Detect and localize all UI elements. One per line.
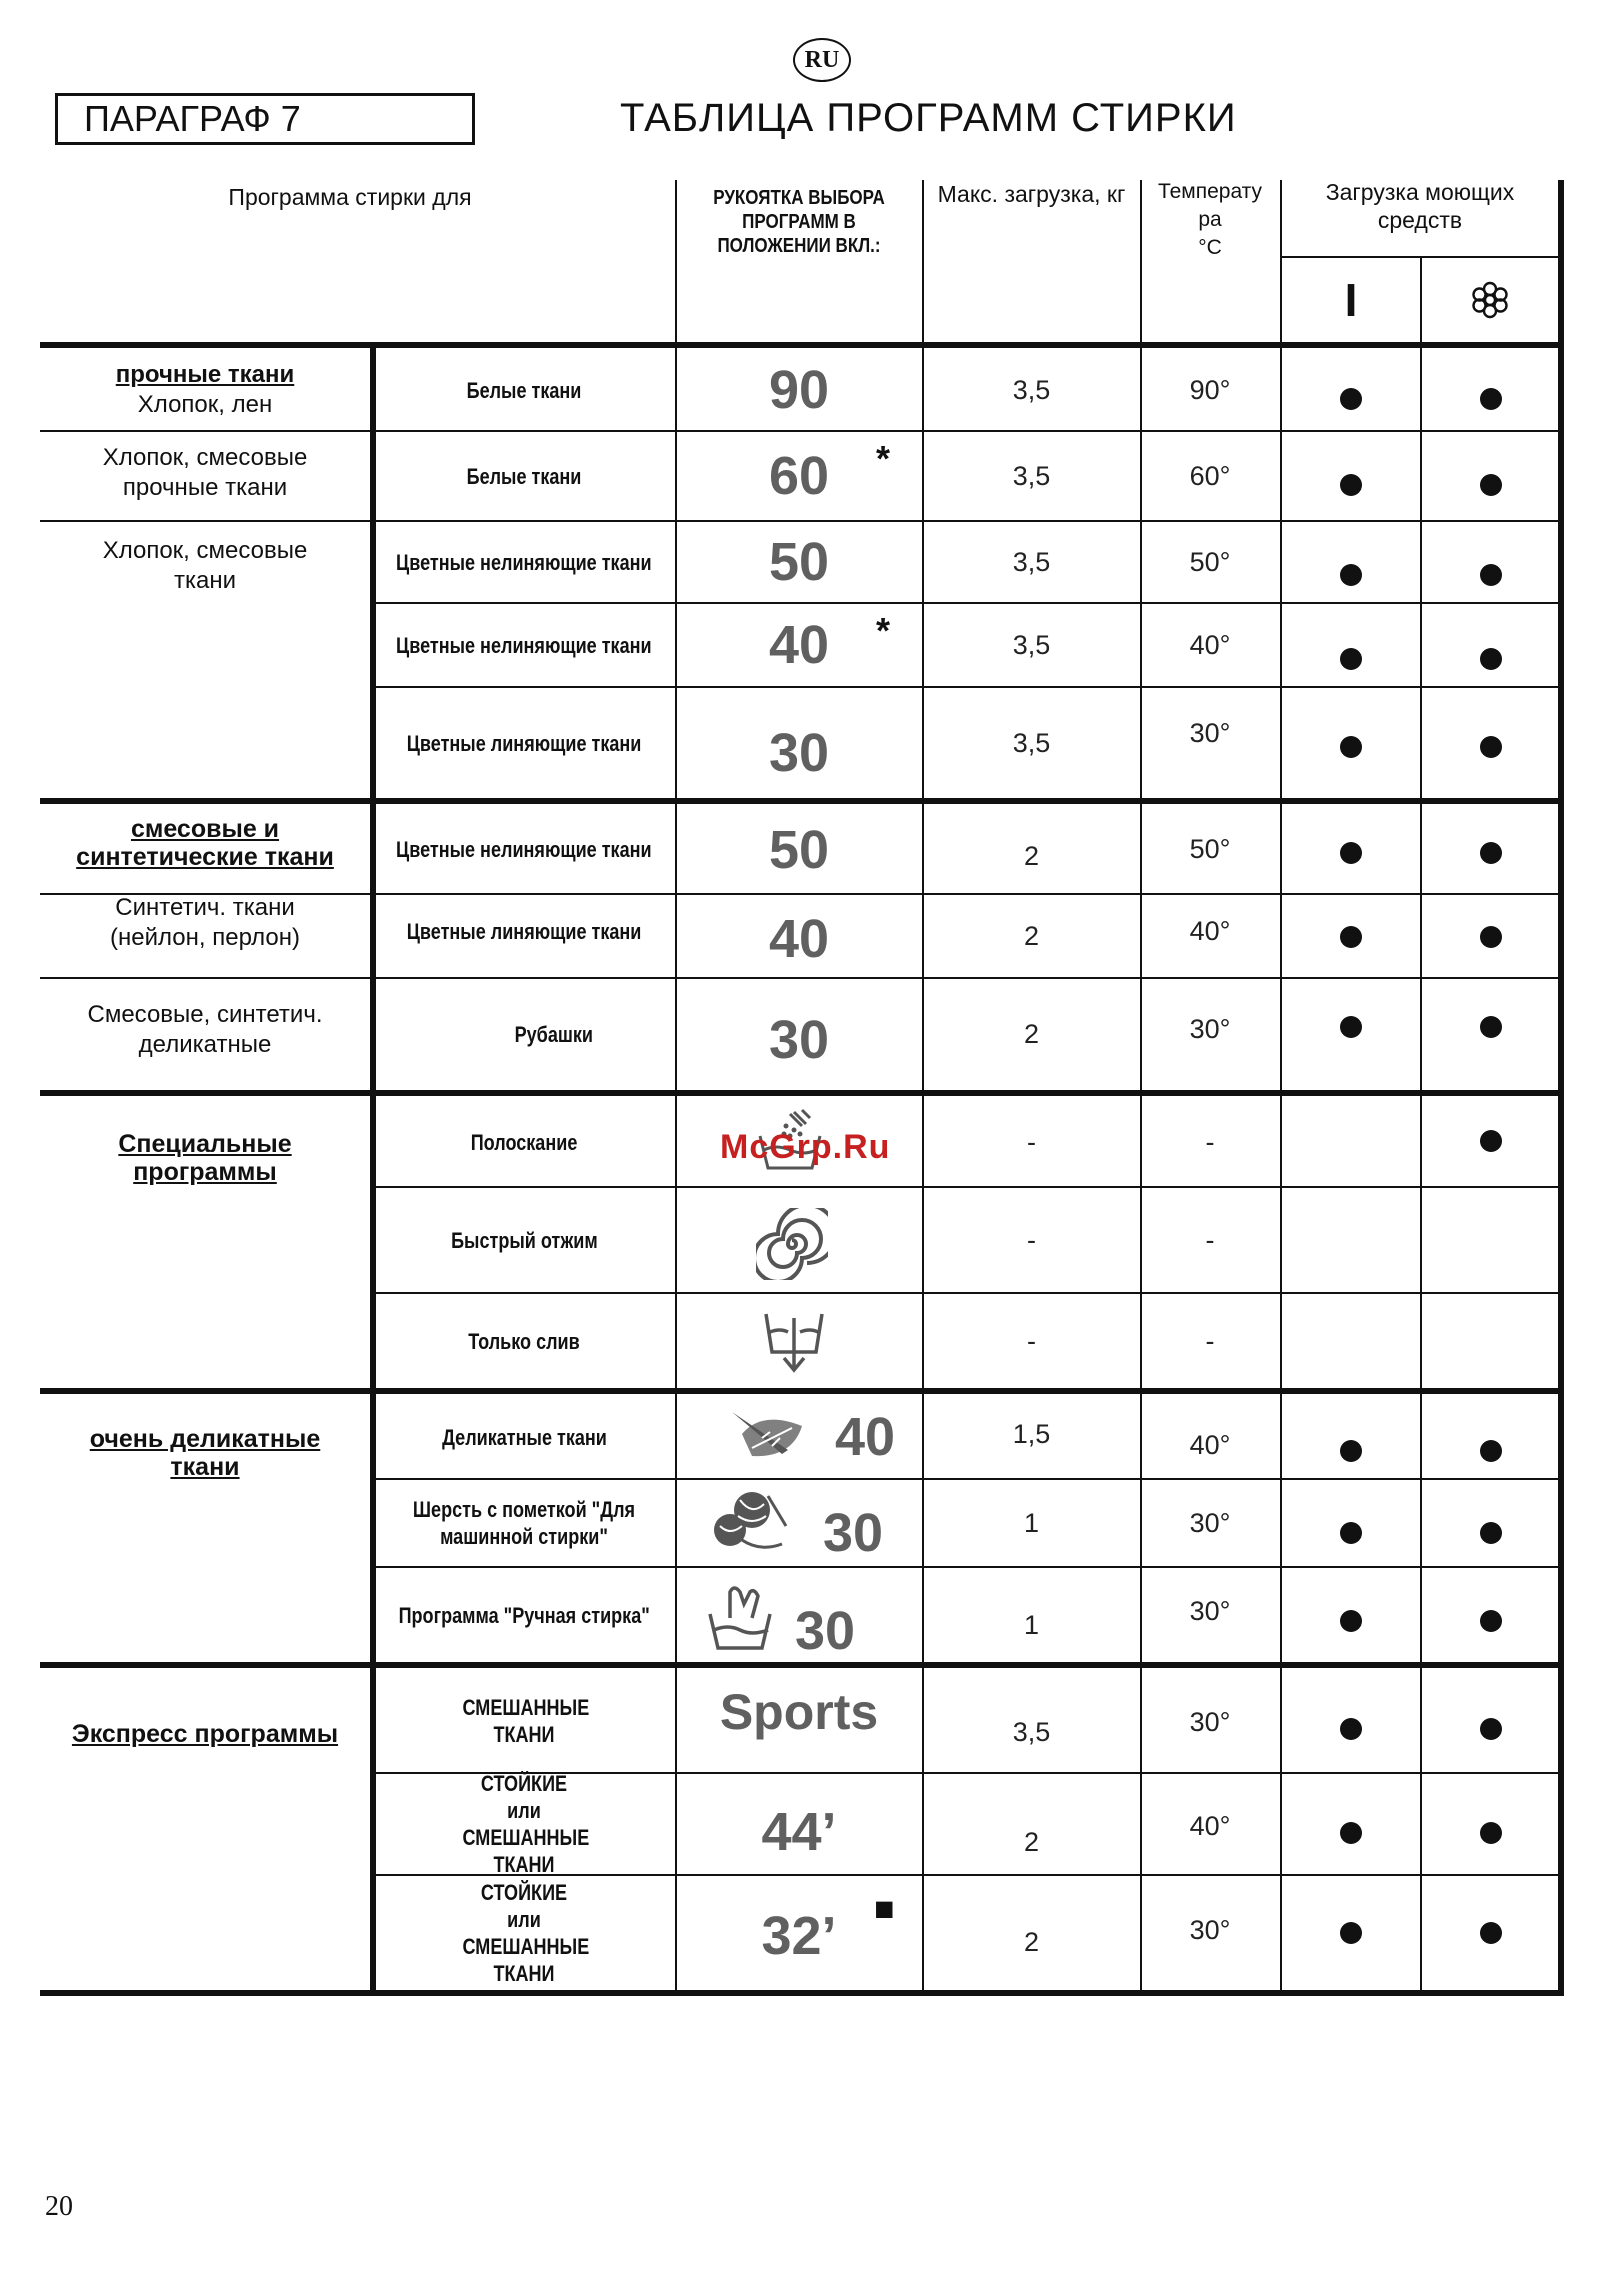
detergent-main-dot [1340, 1922, 1362, 1944]
program-label [405, 979, 703, 1090]
max-load-value: 2 [1023, 920, 1040, 951]
detergent-softener-dot [1480, 1130, 1502, 1152]
max-load-value: 2 [1023, 840, 1040, 871]
row-divider [40, 430, 370, 432]
detergent-main-dot [1340, 736, 1362, 758]
header-dial-position: РУКОЯТКА ВЫБОРА ПРОГРАММ В ПОЛОЖЕНИИ ВКЛ.: [713, 187, 885, 257]
header-max-load: Макс. загрузка, кг [937, 181, 1126, 207]
detergent-softener-dot [1480, 1522, 1502, 1544]
detergent-softener-dot [1480, 564, 1502, 586]
max-load-value: 2 [1023, 1019, 1040, 1049]
detergent-softener-dot [1480, 1610, 1502, 1632]
temperature-value: 40° [1189, 915, 1231, 946]
max-load-value: 1 [1023, 1609, 1040, 1640]
max-load-value: - [1027, 1126, 1036, 1157]
detergent-main-dot [1340, 842, 1362, 864]
program-label [375, 1670, 673, 1772]
divider [1280, 180, 1282, 1995]
temperature-value: 30° [1189, 1013, 1231, 1044]
category-special: Специальные программы [118, 1130, 292, 1186]
temperature-value: 90° [1189, 374, 1231, 405]
divider [922, 180, 924, 1995]
dial-value: 30 [794, 1601, 856, 1661]
detergent-softener-dot [1480, 474, 1502, 496]
page-title: ТАБЛИЦА ПРОГРАММ СТИРКИ [620, 96, 1237, 140]
detergent-main-dot [1340, 388, 1362, 410]
section-divider [40, 798, 1564, 804]
program-label [375, 1294, 673, 1388]
max-load-value: 2 [1023, 1926, 1040, 1957]
max-load-value: - [1027, 1224, 1036, 1255]
program-label [375, 806, 673, 893]
detergent-softener-dot [1480, 842, 1502, 864]
footnote-square: ■ [874, 1890, 895, 1928]
max-load-value: 3,5 [1012, 460, 1051, 491]
program-label [375, 432, 673, 520]
dial-value: 30 [768, 723, 830, 783]
detergent-softener-dot [1480, 926, 1502, 948]
detergent-main-dot [1340, 474, 1362, 496]
category-very-delicate: очень деликатные ткани [89, 1425, 321, 1481]
program-text: Полоскание [470, 1129, 578, 1155]
program-text: Цветные нелиняющие ткани [396, 837, 652, 862]
program-text: СТОЙКИЕ или СМЕШАННЫЕ ТКАНИ [462, 1771, 590, 1877]
program-label [375, 604, 673, 686]
divider [1558, 180, 1564, 1995]
category-delicate-blend: Смесовые, синтетич. деликатные [87, 1001, 323, 1058]
category-express: Экспресс программы [71, 1720, 339, 1748]
section-divider [40, 342, 1564, 348]
category-durable [42, 360, 368, 420]
detergent-main-dot [1340, 1718, 1362, 1740]
footnote-star: * [876, 438, 891, 479]
footnote-star: * [876, 610, 891, 651]
program-text: СМЕШАННЫЕ ТКАНИ [462, 1695, 590, 1747]
temperature-value: - [1205, 1126, 1215, 1157]
program-text: Цветные нелиняющие ткани [396, 632, 652, 658]
dial-value: 40 [834, 1407, 896, 1467]
section-divider [40, 1388, 1564, 1394]
detergent-softener-dot [1480, 388, 1502, 410]
wool-icon [708, 1486, 792, 1565]
header-temperature-line3: °C [1198, 236, 1222, 259]
max-load-value: - [1027, 1325, 1036, 1356]
feather-icon [722, 1404, 814, 1475]
max-load-value: 3,5 [1012, 374, 1051, 405]
temperature-value: 40° [1189, 1810, 1231, 1841]
max-load-value: 1,5 [1012, 1418, 1051, 1449]
dial-value: 40 [768, 908, 830, 969]
program-label [375, 1771, 673, 1877]
max-load-value: 2 [1023, 1826, 1040, 1857]
program-label [375, 1480, 673, 1566]
temperature-value: 40° [1189, 1429, 1231, 1460]
detergent-softener-dot [1480, 648, 1502, 670]
program-label [375, 1396, 673, 1478]
dial-value: 50 [768, 532, 830, 592]
temperature-value: 50° [1189, 546, 1231, 577]
temperature-value: 30° [1189, 1595, 1231, 1626]
program-label [375, 688, 673, 798]
header-temperature [1142, 178, 1278, 262]
divider [1280, 256, 1560, 258]
category-durable-sub: Хлопок, лен [137, 391, 273, 418]
program-text: Белые ткани [466, 463, 582, 489]
program-text: Деликатные ткани [441, 1424, 607, 1450]
program-text: Шерсть с пометкой "Для машинной стирки" [412, 1497, 636, 1549]
dial-value: Sports [719, 1684, 879, 1740]
page-number: 20 [45, 2191, 73, 2222]
flower-icon [1470, 280, 1510, 325]
dial-value: 60 [768, 446, 830, 506]
temperature-value: 30° [1189, 1706, 1231, 1737]
dial-value: 30 [768, 1009, 830, 1070]
max-load-value: 3,5 [1012, 727, 1051, 758]
program-label [375, 1098, 673, 1186]
divider [1420, 258, 1422, 1995]
detergent-main-dot [1340, 648, 1362, 670]
row-divider [40, 520, 370, 522]
category-cotton-blend: Хлопок, смесовые прочные ткани [102, 444, 308, 501]
row-divider [40, 977, 370, 979]
detergent-softener-dot [1480, 1440, 1502, 1462]
category-durable-title: прочные ткани [115, 361, 295, 388]
header-detergent: Загрузка моющих средств [1325, 179, 1515, 233]
detergent-softener-dot [1480, 1016, 1502, 1038]
program-text: Белые ткани [466, 377, 582, 403]
program-label [375, 1188, 673, 1292]
program-text: Цветные линяющие ткани [406, 918, 642, 944]
program-label [375, 895, 673, 967]
program-label [375, 522, 673, 602]
category-synthetic: смесовые и синтетические ткани [76, 815, 334, 871]
program-label [375, 1876, 673, 1990]
language-badge: RU [793, 38, 851, 82]
category-cotton-blend2: Хлопок, смесовые ткани [102, 537, 308, 594]
detergent-softener-dot [1480, 1718, 1502, 1740]
temperature-value: 30° [1189, 717, 1231, 748]
section-divider [40, 1090, 1564, 1096]
header-program-for: Программа стирки для [228, 184, 472, 210]
program-text: Цветные нелиняющие ткани [396, 549, 652, 575]
category-synthetic-sub: Синтетич. ткани (нейлон, перлон) [110, 894, 300, 951]
program-text: Только слив [468, 1328, 580, 1354]
dial-value: 44’ [761, 1802, 837, 1862]
header-detergent-main: I [1344, 274, 1358, 326]
detergent-main-dot [1340, 926, 1362, 948]
detergent-main-dot [1340, 1822, 1362, 1844]
max-load-value: 3,5 [1012, 629, 1051, 660]
program-text: Быстрый отжим [450, 1227, 598, 1253]
header-temperature-line1: Температу [1157, 180, 1263, 203]
max-load-value: 1 [1023, 1507, 1040, 1538]
temperature-value: 30° [1189, 1507, 1231, 1538]
detergent-main-dot [1340, 1522, 1362, 1544]
drain-icon [758, 1308, 830, 1383]
dial-value: 32’ [761, 1906, 837, 1966]
temperature-value: - [1205, 1224, 1215, 1255]
detergent-main-dot [1340, 1016, 1362, 1038]
detergent-main-dot [1340, 1440, 1362, 1462]
dial-value: 30 [822, 1503, 884, 1563]
detergent-main-dot [1340, 564, 1362, 586]
section-divider [40, 1990, 1564, 1996]
header-temperature-line2: ра [1198, 208, 1222, 231]
max-load-value: 3,5 [1012, 1716, 1051, 1747]
watermark: McGrp.Ru [720, 1128, 891, 1166]
program-text: Программа "Ручная стирка" [398, 1602, 650, 1628]
detergent-main-dot [1340, 1610, 1362, 1632]
dial-value: 90 [768, 360, 830, 420]
detergent-softener-dot [1480, 736, 1502, 758]
program-text: Рубашки [514, 1022, 594, 1047]
temperature-value: 30° [1189, 1914, 1231, 1945]
temperature-value: 60° [1189, 460, 1231, 491]
paragraph-label: ПАРАГРАФ 7 [55, 93, 475, 145]
program-label [375, 350, 673, 430]
temperature-value: 50° [1189, 834, 1231, 864]
temperature-value: 40° [1189, 629, 1231, 660]
program-label [375, 1568, 673, 1662]
detergent-softener-dot [1480, 1822, 1502, 1844]
max-load-value: 3,5 [1012, 546, 1051, 577]
handwash-icon [704, 1578, 780, 1659]
detergent-softener-dot [1480, 1922, 1502, 1944]
spin-icon [756, 1208, 828, 1285]
dial-value: 40 [768, 615, 830, 675]
program-text: Цветные линяющие ткани [406, 730, 642, 756]
temperature-value: - [1205, 1325, 1215, 1356]
dial-value: 50 [768, 819, 830, 880]
program-text: СТОЙКИЕ или СМЕШАННЫЕ ТКАНИ [462, 1880, 590, 1986]
